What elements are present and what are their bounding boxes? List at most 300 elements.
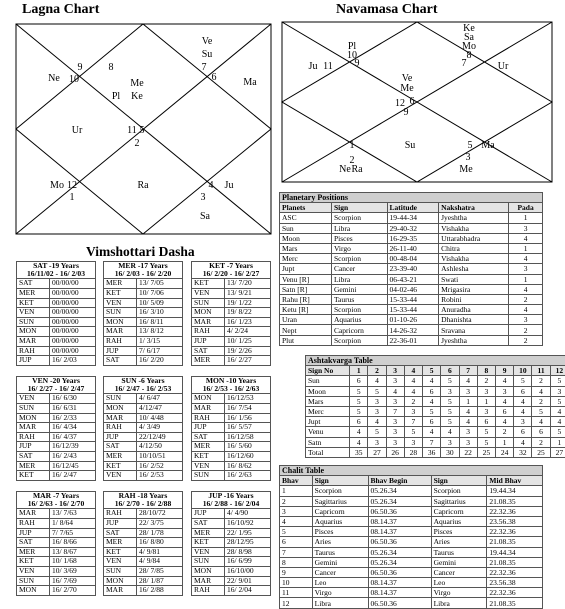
dasha-table	[103, 376, 183, 481]
ashtakvarga-cell: 3	[441, 386, 459, 396]
chalit-cell: 12	[280, 598, 313, 608]
dasha-period-range: 16/11/02 - 16/ 2/03	[19, 270, 93, 278]
dasha-planet: MER	[104, 279, 137, 289]
chalit-table	[279, 465, 543, 609]
lagna-chart	[0, 0, 280, 240]
navamsa-chart	[280, 0, 565, 190]
dasha-period-title: SUN -6 Years	[106, 377, 180, 385]
chalit-cell: 19.44.34	[487, 547, 543, 557]
dasha-row	[17, 423, 96, 433]
lagna-label: Me	[130, 78, 144, 89]
chalit-cell: 23.56.38	[487, 578, 543, 588]
dasha-date: 7/ 6/17	[137, 346, 183, 356]
dasha-planet: SUN	[104, 308, 137, 318]
planetary-cell: 22-36-01	[387, 335, 439, 345]
planetary-cell: Vishakha	[439, 254, 509, 264]
ashtakvarga-cell: Mars	[306, 396, 350, 406]
dasha-title: Vimshottari Dasha	[86, 244, 195, 260]
ashtakvarga-cell: 25	[532, 447, 550, 457]
dasha-planet: MON	[104, 404, 137, 414]
planetary-cell: Chitra	[439, 243, 509, 253]
dasha-row	[192, 356, 271, 366]
navamsa-label: Su	[405, 140, 416, 151]
dasha-header	[192, 377, 271, 394]
ashtakvarga-cell: 4	[550, 406, 565, 416]
dasha-table	[16, 376, 96, 481]
planetary-cell: Scorpion	[331, 254, 387, 264]
planetary-cell: Jyeshtha	[439, 335, 509, 345]
dasha-date: 13/ 7/05	[137, 279, 183, 289]
dasha-date: 16/12/39	[50, 442, 96, 452]
dasha-period-range: 16/ 2/88 - 16/ 2/04	[194, 500, 268, 508]
dasha-header	[192, 492, 271, 509]
ashtakvarga-cell: 5	[441, 406, 459, 416]
ashtakvarga-cell: 6	[495, 406, 513, 416]
dasha-date: 28/ 8/98	[225, 547, 271, 557]
planetary-cell: Ketu [R]	[280, 305, 332, 315]
dasha-date: 7/ 7/65	[50, 528, 96, 538]
chalit-cell: 05.26.34	[368, 486, 431, 496]
navamsa-label: 2	[350, 155, 355, 166]
lagna-label: 5	[140, 125, 145, 136]
ashtakvarga-cell: 3	[404, 406, 422, 416]
dasha-date: 22/12/49	[137, 432, 183, 442]
ashtakvarga-column-header: 9	[495, 366, 513, 376]
dasha-row	[104, 404, 183, 414]
ashtakvarga-cell: 3	[514, 417, 532, 427]
ashtakvarga-cell: 2	[477, 376, 495, 386]
chalit-cell: Cancer	[312, 567, 368, 577]
planetary-row	[280, 335, 543, 345]
dasha-planet: MON	[192, 308, 225, 318]
planetary-cell: 26-11-40	[387, 243, 439, 253]
dasha-planet: KET	[17, 471, 50, 481]
dasha-planet: KET	[104, 547, 137, 557]
ashtakvarga-cell: 4	[386, 386, 404, 396]
chalit-cell: Scorpion	[431, 486, 487, 496]
dasha-date: 16/ 2/53	[137, 471, 183, 481]
ashtakvarga-cell: 6	[477, 417, 495, 427]
planetary-row	[280, 284, 543, 294]
dasha-planet: MER	[17, 461, 50, 471]
ashtakvarga-column-header: 11	[532, 366, 550, 376]
planetary-row	[280, 254, 543, 264]
dasha-planet: VEN	[17, 394, 50, 404]
chalit-row	[280, 567, 543, 577]
ashtakvarga-cell: 3	[386, 417, 404, 427]
dasha-planet: SAT	[104, 442, 137, 452]
lagna-label: 9	[78, 62, 83, 73]
dasha-date: 4/ 9/81	[137, 547, 183, 557]
dasha-header	[17, 377, 96, 394]
ashtakvarga-cell: 3	[386, 396, 404, 406]
chalit-row	[280, 537, 543, 547]
planetary-cell: Anuradha	[439, 305, 509, 315]
navamsa-label: 10	[347, 50, 357, 61]
dasha-planet: MON	[192, 394, 225, 404]
chalit-cell: 08.14.37	[368, 527, 431, 537]
dasha-date: 10/ 4/48	[137, 413, 183, 423]
ashtakvarga-cell: 4	[404, 376, 422, 386]
dasha-date: 00/00/00	[50, 298, 96, 308]
dasha-row	[192, 423, 271, 433]
dasha-date: 13/ 8/12	[137, 327, 183, 337]
dasha-date: 16/ 1/23	[225, 317, 271, 327]
navamsa-label: Pl	[348, 41, 357, 52]
navamsa-label: 3	[466, 152, 471, 163]
chalit-cell: 08.14.37	[368, 516, 431, 526]
dasha-planet: MAR	[104, 327, 137, 337]
chalit-cell: Aquarius	[312, 516, 368, 526]
ashtakvarga-cell: 3	[368, 396, 386, 406]
ashtakvarga-cell: 5	[441, 396, 459, 406]
planetary-cell: Uran	[280, 315, 332, 325]
dasha-planet: KET	[17, 557, 50, 567]
dasha-date: 19/ 1/22	[225, 298, 271, 308]
dasha-planet: VEN	[192, 461, 225, 471]
ashtakvarga-table	[305, 355, 565, 458]
dasha-row	[192, 586, 271, 596]
planetary-cell: 3	[509, 264, 543, 274]
dasha-planet: VEN	[104, 471, 137, 481]
dasha-date: 16/ 2/33	[50, 413, 96, 423]
planetary-cell: 00-48-04	[387, 254, 439, 264]
dasha-planet: VEN	[104, 557, 137, 567]
planetary-cell: 2	[509, 335, 543, 345]
dasha-date: 4/ 6/47	[137, 394, 183, 404]
dasha-planet: SUN	[192, 557, 225, 567]
ashtakvarga-cell: 5	[550, 396, 565, 406]
dasha-date: 16/10/00	[225, 566, 271, 576]
planetary-cell: Taurus	[331, 294, 387, 304]
dasha-date: 10/ 5/09	[137, 298, 183, 308]
navamsa-label: Ke	[463, 23, 475, 34]
ashtakvarga-column-header: Sign No	[306, 366, 350, 376]
dasha-row	[17, 308, 96, 318]
ashtakvarga-cell: 25	[477, 447, 495, 457]
dasha-date: 16/ 6/30	[50, 394, 96, 404]
chalit-column-header: Mid Bhav	[487, 476, 543, 486]
lagna-chart-title: Lagna Chart	[22, 2, 99, 18]
ashtakvarga-column-header: 5	[423, 366, 441, 376]
planetary-row	[280, 305, 543, 315]
dasha-date: 28/ 7/85	[137, 566, 183, 576]
dasha-date: 16/ 2/04	[225, 586, 271, 596]
ashtakvarga-cell: 4	[423, 427, 441, 437]
lagna-label: 3	[201, 192, 206, 203]
dasha-date: 16/ 2/47	[50, 471, 96, 481]
dasha-date: 10/ 7/06	[137, 289, 183, 299]
planetary-caption: Planetary Positions	[280, 193, 543, 203]
ashtakvarga-row	[306, 376, 565, 386]
ashtakvarga-cell: 4	[550, 417, 565, 427]
planetary-cell: Libra	[331, 274, 387, 284]
ashtakvarga-cell: 4	[495, 417, 513, 427]
chalit-cell: Capricorn	[431, 506, 487, 516]
planetary-cell: 04-02-46	[387, 284, 439, 294]
dasha-row	[17, 404, 96, 414]
planetary-cell: 16-29-35	[387, 233, 439, 243]
dasha-period-title: RAH -18 Years	[106, 492, 180, 500]
planetary-cell: 2	[509, 294, 543, 304]
dasha-planet: SAT	[192, 519, 225, 529]
ashtakvarga-column-header: 7	[459, 366, 477, 376]
ashtakvarga-cell: 32	[514, 447, 532, 457]
dasha-planet: MON	[104, 317, 137, 327]
chalit-cell: Pisces	[312, 527, 368, 537]
chalit-cell: 11	[280, 588, 313, 598]
navamsa-label: 11	[323, 61, 333, 72]
ashtakvarga-cell: 5	[550, 376, 565, 386]
ashtakvarga-column-header: 12	[550, 366, 565, 376]
dasha-planet: JUP	[17, 528, 50, 538]
ashtakvarga-cell: 4	[514, 396, 532, 406]
ashtakvarga-cell: 28	[404, 447, 422, 457]
dasha-row	[192, 519, 271, 529]
dasha-planet: RAH	[104, 423, 137, 433]
dasha-period-range: 16/ 2/70 - 16/ 2/88	[106, 500, 180, 508]
dasha-planet: MAR	[192, 317, 225, 327]
dasha-date: 00/00/00	[50, 346, 96, 356]
dasha-row	[104, 308, 183, 318]
dasha-planet: VEN	[17, 308, 50, 318]
dasha-planet: MAR	[104, 586, 137, 596]
lagna-label: Ma	[243, 77, 257, 88]
chalit-cell: Sagittarius	[312, 496, 368, 506]
dasha-planet: SAT	[104, 528, 137, 538]
lagna-label: Sa	[200, 211, 211, 222]
navamsa-label: Sa	[464, 32, 475, 43]
dasha-planet: MON	[17, 586, 50, 596]
planetary-cell: 3	[509, 315, 543, 325]
ashtakvarga-row	[306, 417, 565, 427]
dasha-period-title: SAT -19 Years	[19, 262, 93, 270]
dasha-date: 00/00/00	[50, 289, 96, 299]
dasha-period-range: 16/ 2/20 - 16/ 2/27	[194, 270, 268, 278]
dasha-planet: RAH	[104, 509, 137, 519]
dasha-date: 16/ 6/31	[50, 404, 96, 414]
planetary-cell: Cancer	[331, 264, 387, 274]
dasha-planet: JUP	[104, 519, 137, 529]
ashtakvarga-cell: 3	[368, 437, 386, 447]
planetary-cell: Uttarabhadra	[439, 233, 509, 243]
dasha-planet: JUP	[17, 356, 50, 366]
dasha-planet: KET	[104, 289, 137, 299]
planetary-cell: Pisces	[331, 233, 387, 243]
planetary-row	[280, 223, 543, 233]
planetary-cell: Rahu [R]	[280, 294, 332, 304]
dasha-planet: MAR	[192, 404, 225, 414]
dasha-date: 00/00/00	[50, 308, 96, 318]
dasha-date: 16/ 2/03	[50, 356, 96, 366]
navamsa-label: 1	[350, 140, 355, 151]
dasha-date: 16/ 2/20	[137, 356, 183, 366]
dasha-date: 00/00/00	[50, 336, 96, 346]
planetary-cell: Scorpion	[331, 213, 387, 223]
dasha-row	[192, 336, 271, 346]
chalit-cell: Pisces	[431, 527, 487, 537]
ashtakvarga-cell: 4	[368, 376, 386, 386]
planetary-cell: 19-44-34	[387, 213, 439, 223]
dasha-row	[17, 336, 96, 346]
chalit-cell: 21.08.35	[487, 537, 543, 547]
planetary-cell: 4	[509, 305, 543, 315]
dasha-planet: MAR	[192, 576, 225, 586]
planetary-cell: 1	[509, 213, 543, 223]
dasha-row	[104, 336, 183, 346]
planetary-row	[280, 233, 543, 243]
dasha-planet: KET	[192, 451, 225, 461]
dasha-date: 16/ 8/62	[225, 461, 271, 471]
chalit-cell: Aquarius	[431, 516, 487, 526]
ashtakvarga-cell: 1	[459, 396, 477, 406]
dasha-planet: VEN	[192, 547, 225, 557]
dasha-header	[104, 262, 183, 279]
dasha-row	[104, 519, 183, 529]
planetary-cell: Aquarius	[331, 315, 387, 325]
chalit-row	[280, 578, 543, 588]
dasha-planet: SUN	[192, 298, 225, 308]
planetary-cell: 4	[509, 284, 543, 294]
ashtakvarga-cell: 3	[550, 386, 565, 396]
ashtakvarga-cell: Sun	[306, 376, 350, 386]
dasha-planet: KET	[192, 279, 225, 289]
lagna-label: 11	[127, 125, 137, 136]
chalit-row	[280, 486, 543, 496]
planetary-positions-table	[279, 192, 543, 346]
dasha-planet: SUN	[192, 471, 225, 481]
dasha-row	[192, 451, 271, 461]
dasha-date: 28/10/72	[137, 509, 183, 519]
ashtakvarga-cell: Venu	[306, 427, 350, 437]
dasha-planet: MER	[192, 356, 225, 366]
planetary-column-header: Sign	[331, 203, 387, 213]
planetary-cell: Mars	[280, 243, 332, 253]
dasha-period-range: 16/ 2/53 - 16/ 2/63	[194, 385, 268, 393]
chalit-cell: 6	[280, 537, 313, 547]
chalit-row	[280, 557, 543, 567]
ashtakvarga-cell: 6	[514, 427, 532, 437]
dasha-row	[104, 356, 183, 366]
chalit-cell: 5	[280, 527, 313, 537]
dasha-date: 16/ 5/60	[225, 442, 271, 452]
dasha-planet: VEN	[17, 566, 50, 576]
dasha-planet: MON	[17, 327, 50, 337]
lagna-label: 2	[135, 138, 140, 149]
chalit-cell: Sagittarius	[431, 496, 487, 506]
dasha-period-range: 16/ 2/47 - 16/ 2/53	[106, 385, 180, 393]
dasha-row	[17, 471, 96, 481]
ashtakvarga-cell: 4	[459, 376, 477, 386]
dasha-date: 22/ 3/75	[137, 519, 183, 529]
ashtakvarga-cell: 3	[441, 437, 459, 447]
ashtakvarga-cell: 2	[532, 437, 550, 447]
chalit-cell: Aries	[431, 537, 487, 547]
dasha-date: 10/ 1/25	[225, 336, 271, 346]
navamsa-label: Ra	[351, 164, 363, 175]
dasha-date: 13/ 9/21	[225, 289, 271, 299]
dasha-planet: SAT	[192, 346, 225, 356]
ashtakvarga-cell: 5	[441, 376, 459, 386]
ashtakvarga-cell: 6	[350, 417, 368, 427]
ashtakvarga-cell: 27	[550, 447, 565, 457]
chalit-cell: Libra	[431, 598, 487, 608]
ashtakvarga-cell: 4	[404, 386, 422, 396]
ashtakvarga-cell: 2	[495, 427, 513, 437]
ashtakvarga-cell: 7	[386, 406, 404, 416]
planetary-cell: Virgo	[331, 243, 387, 253]
ashtakvarga-cell: Total	[306, 447, 350, 457]
ashtakvarga-cell: 2	[404, 396, 422, 406]
dasha-planet: MER	[17, 289, 50, 299]
ashtakvarga-cell: 5	[350, 396, 368, 406]
dasha-date: 16/12/53	[225, 394, 271, 404]
dasha-row	[17, 289, 96, 299]
dasha-date: 1/ 3/15	[137, 336, 183, 346]
planetary-cell: Jyeshtha	[439, 213, 509, 223]
planetary-row	[280, 213, 543, 223]
chalit-cell: Taurus	[431, 547, 487, 557]
chalit-column-header: Bhav	[280, 476, 313, 486]
planetary-column-header: Latitude	[387, 203, 439, 213]
dasha-planet: JUP	[104, 346, 137, 356]
dasha-date: 4/ 9/84	[137, 557, 183, 567]
lagna-label: 10	[69, 74, 79, 85]
navamsa-chart-title: Navamasa Chart	[336, 2, 438, 18]
lagna-label: 1	[70, 192, 75, 203]
chalit-caption: Chalit Table	[280, 466, 543, 476]
ashtakvarga-cell: Satn	[306, 437, 350, 447]
dasha-row	[104, 423, 183, 433]
dasha-table	[16, 491, 96, 596]
navamsa-label: Ne	[339, 164, 351, 175]
dasha-date: 16/ 7/69	[50, 576, 96, 586]
dasha-date: 00/00/00	[50, 327, 96, 337]
navamsa-label: Me	[459, 164, 473, 175]
planetary-cell: 4	[509, 254, 543, 264]
dasha-table	[191, 491, 271, 596]
ashtakvarga-row	[306, 386, 565, 396]
dasha-period-title: VEN -20 Years	[19, 377, 93, 385]
planetary-row	[280, 264, 543, 274]
dasha-planet: SUN	[17, 404, 50, 414]
ashtakvarga-cell: 3	[368, 406, 386, 416]
navamsa-label: Mo	[462, 41, 476, 52]
dasha-period-range: 16/ 2/63 - 16/ 2/70	[19, 500, 93, 508]
chalit-cell: Libra	[312, 598, 368, 608]
chalit-cell: Capricorn	[312, 506, 368, 516]
dasha-planet: RAH	[104, 336, 137, 346]
chalit-cell: Gemini	[431, 557, 487, 567]
planetary-column-header: Planets	[280, 203, 332, 213]
chalit-cell: 9	[280, 567, 313, 577]
dasha-row	[192, 471, 271, 481]
ashtakvarga-cell: 3	[477, 406, 495, 416]
dasha-planet: SUN	[104, 566, 137, 576]
lagna-label: Su	[202, 49, 213, 60]
dasha-planet: RAH	[192, 586, 225, 596]
lagna-label: Ra	[137, 180, 149, 191]
navamsa-label: Ma	[481, 140, 495, 151]
ashtakvarga-cell: 7	[404, 417, 422, 427]
chalit-row	[280, 516, 543, 526]
ashtakvarga-cell: Moon	[306, 386, 350, 396]
chalit-cell: 1	[280, 486, 313, 496]
dasha-header	[104, 377, 183, 394]
chalit-cell: 08.14.37	[368, 578, 431, 588]
lagna-label: 6	[212, 72, 217, 83]
planetary-cell: 2	[509, 325, 543, 335]
